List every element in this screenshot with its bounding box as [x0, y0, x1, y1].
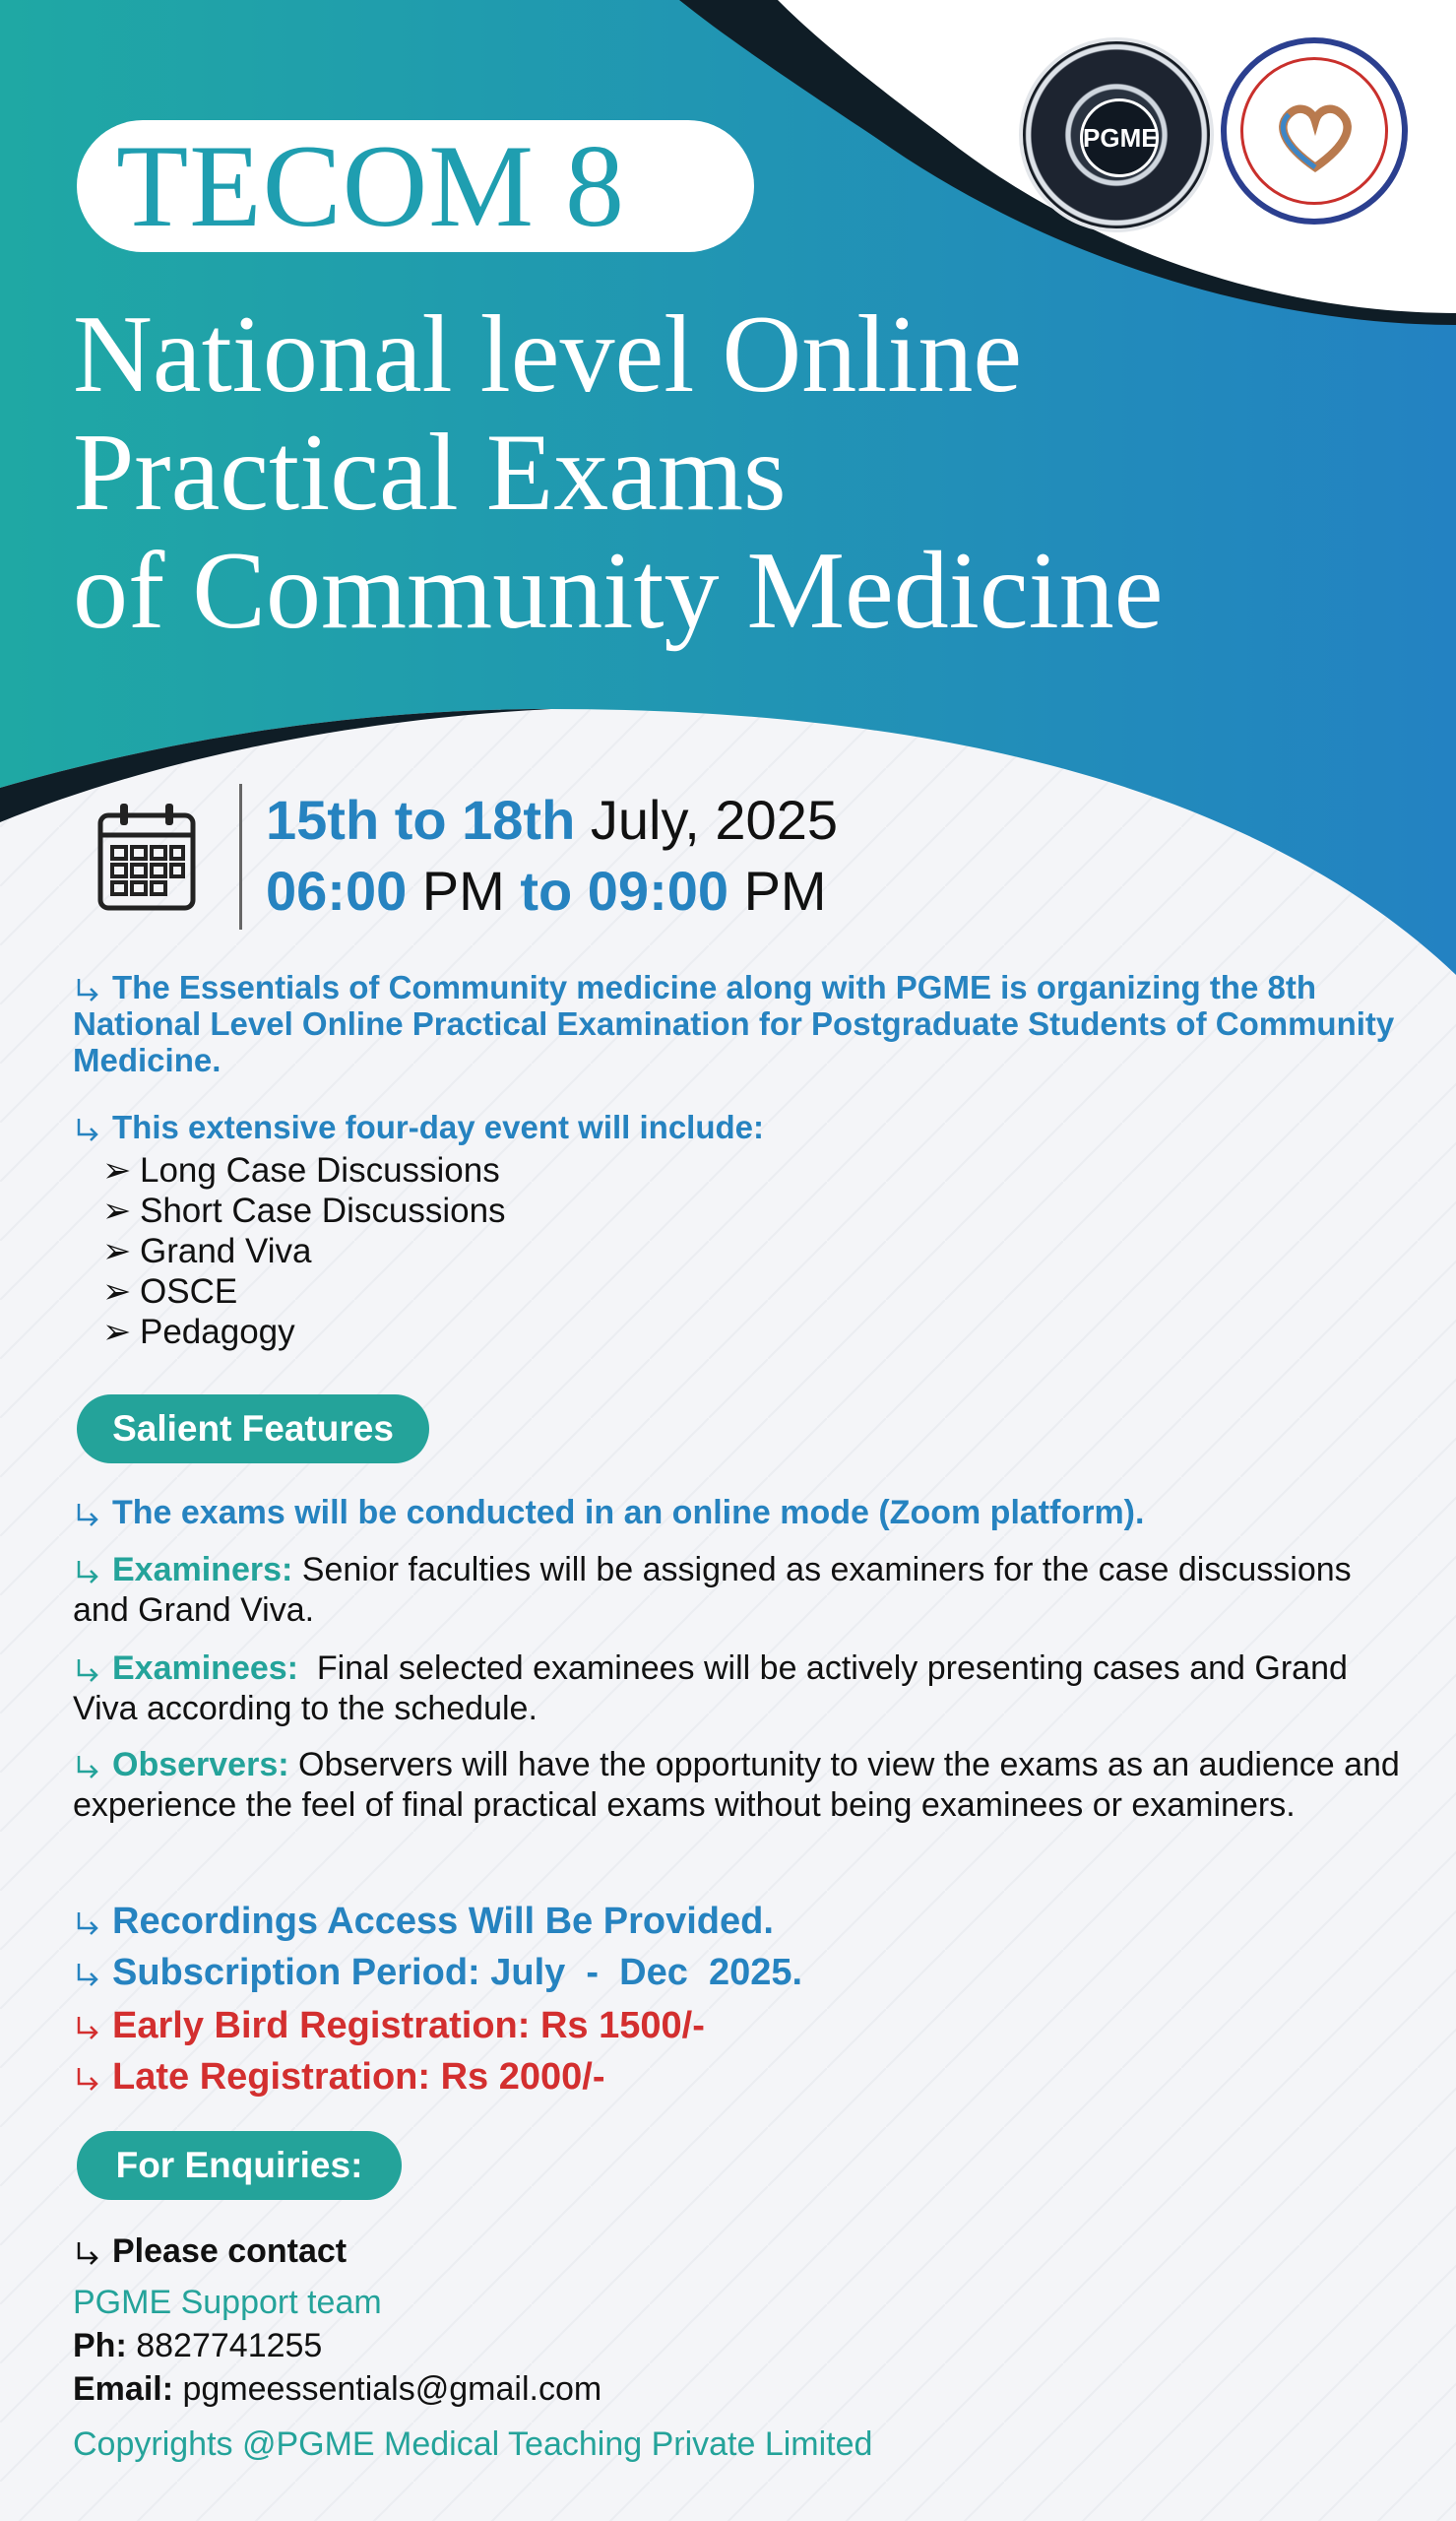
chevron-right-icon: ➢ [102, 1192, 132, 1230]
event-heading-text: This extensive four-day event will include: [112, 1109, 764, 1145]
list-item-text: Short Case Discussions [140, 1192, 506, 1230]
time-start: 06:00 [266, 860, 408, 922]
arrow-icon [73, 2015, 102, 2040]
chevron-right-icon: ➢ [102, 1151, 132, 1190]
salient-features-badge: Salient Features [77, 1394, 429, 1463]
list-item [102, 1312, 506, 1352]
date-range [266, 788, 838, 852]
arrow-icon [73, 1962, 102, 1987]
date-start: 15th [266, 789, 380, 851]
subscription-text: Subscription Period: July - Dec 2025. [112, 1952, 803, 1993]
examinees-label: Examinees: [112, 1649, 298, 1687]
arrow-icon [73, 1657, 102, 1683]
calendar-icon [96, 802, 197, 912]
chevron-right-icon: ➢ [102, 1272, 132, 1311]
phone-number[interactable]: 8827741255 [136, 2327, 323, 2364]
date-divider [239, 784, 242, 930]
arrow-icon [73, 1117, 102, 1142]
feature-examiners [73, 1550, 1412, 1631]
intro-paragraph [73, 969, 1412, 1078]
list-item-text: OSCE [140, 1272, 238, 1311]
late-price [73, 2056, 604, 2099]
time-range [266, 859, 827, 923]
chevron-right-icon: ➢ [102, 1232, 132, 1270]
list-item [102, 1191, 506, 1231]
headline-line-3: of Community Medicine [73, 530, 1164, 652]
event-title: TECOM 8 [116, 120, 625, 251]
copyright: Copyrights @PGME Medical Teaching Private Limited [73, 2425, 873, 2463]
feature-mode [73, 1493, 1412, 1533]
feature-observers [73, 1745, 1412, 1826]
email-label: Email: [73, 2370, 174, 2408]
arrow-icon [73, 1910, 102, 1936]
time-end-suffix: PM [743, 860, 827, 922]
please-contact [73, 2231, 347, 2271]
email-line [73, 2369, 601, 2409]
list-item-text: Pedagogy [140, 1313, 295, 1351]
event-list [102, 1150, 506, 1352]
observers-text: Observers will have the opportunity to view the exams as an audience and experience the feel of final practical exams without being examinees or examiners. [73, 1746, 1400, 1824]
arrow-icon [73, 1502, 102, 1527]
examinees-text: Final selected examinees will be actively presenting cases and Grand Viva according to the schedule. [73, 1649, 1348, 1727]
headline-line-1: National level Online [73, 293, 1023, 416]
observers-label: Observers: [112, 1746, 289, 1783]
arrow-icon [73, 2066, 102, 2092]
late-text: Late Registration: Rs 2000/- [112, 2056, 605, 2098]
headline-line-2: Practical Exams [73, 412, 787, 534]
please-contact-text: Please contact [112, 2232, 348, 2270]
event-heading [73, 1109, 764, 1146]
chevron-right-icon: ➢ [102, 1313, 132, 1351]
subscription-note [73, 1952, 802, 1994]
heart-hands-icon [1274, 95, 1357, 177]
date-month-year: July, 2025 [590, 789, 838, 851]
recordings-note [73, 1901, 774, 1943]
date-end: 18th [462, 789, 576, 851]
feature-examinees [73, 1648, 1412, 1729]
pgme-logo [1019, 37, 1214, 232]
arrow-icon [73, 1754, 102, 1779]
phone-label: Ph: [73, 2327, 127, 2364]
list-item [102, 1231, 506, 1271]
time-end: 09:00 [587, 860, 729, 922]
arrow-icon [73, 1559, 102, 1584]
examiners-text: Senior faculties will be assigned as examiners for the case discussions and Grand Viva. [73, 1551, 1352, 1629]
arrow-icon [73, 2240, 102, 2266]
list-item [102, 1150, 506, 1191]
list-item-text: Long Case Discussions [140, 1151, 500, 1190]
early-bird-text: Early Bird Registration: Rs 1500/- [112, 2005, 705, 2046]
intro-text: The Essentials of Community medicine along with PGME is organizing the 8th National Level Online Practical Examination for Postgraduate Students of Community Medicine. [73, 969, 1395, 1078]
early-bird-price [73, 2005, 705, 2047]
email-address[interactable]: pgmeessentials@gmail.com [182, 2370, 602, 2408]
pgme-logo-text: PGME [1080, 98, 1159, 177]
headline [73, 295, 1353, 650]
tecom-logo [1221, 37, 1408, 225]
arrow-icon [73, 977, 102, 1002]
list-item [102, 1271, 506, 1312]
enquiries-badge: For Enquiries: [77, 2131, 402, 2200]
phone-line [73, 2326, 322, 2365]
time-start-suffix: PM [421, 860, 505, 922]
support-team: PGME Support team [73, 2284, 382, 2321]
feature-mode-text: The exams will be conducted in an online mode (Zoom platform). [112, 1494, 1145, 1531]
recordings-text: Recordings Access Will Be Provided. [112, 1901, 774, 1942]
time-to: to [520, 860, 573, 922]
examiners-label: Examiners: [112, 1551, 293, 1588]
list-item-text: Grand Viva [140, 1232, 312, 1270]
date-to: to [394, 789, 447, 851]
